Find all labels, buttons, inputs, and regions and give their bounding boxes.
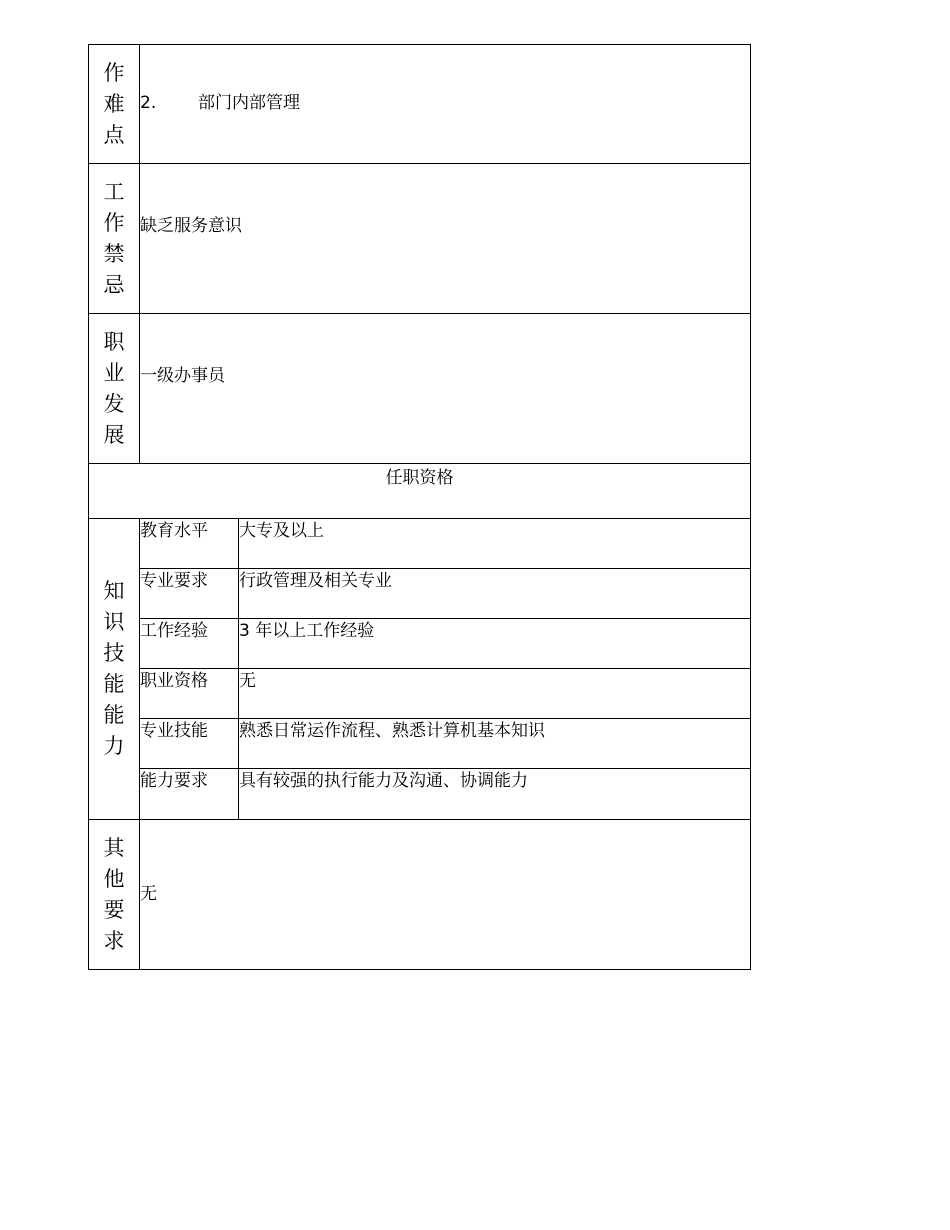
knowledge-item-name: 能力要求 [140, 769, 239, 820]
taboo-text: 缺乏服务意识 [140, 216, 242, 236]
knowledge-item-name: 工作经验 [140, 619, 239, 669]
other-text: 无 [140, 883, 157, 904]
knowledge-label: 知识技能能力 [103, 579, 125, 758]
knowledge-item-value: 行政管理及相关专业 [239, 569, 751, 619]
knowledge-row [89, 619, 751, 669]
difficulty-content-cell [140, 45, 751, 164]
knowledge-row [89, 769, 751, 820]
taboo-content-cell [140, 164, 751, 314]
career-content-cell [140, 314, 751, 464]
knowledge-item-value: 大专及以上 [239, 519, 751, 569]
job-description-table [88, 44, 750, 970]
knowledge-item-value: 3 年以上工作经验 [239, 619, 751, 669]
knowledge-item-name: 教育水平 [140, 519, 239, 569]
career-label: 职业发展 [103, 329, 125, 447]
other-label: 其他要求 [103, 835, 125, 953]
career-text: 一级办事员 [140, 366, 225, 386]
difficulty-item-text: 部门内部管理 [198, 93, 300, 114]
taboo-row [89, 164, 751, 314]
knowledge-item-value: 无 [239, 669, 751, 719]
knowledge-row [89, 519, 751, 569]
qualification-title-row [89, 464, 751, 519]
knowledge-item-name: 职业资格 [140, 669, 239, 719]
other-row [89, 820, 751, 970]
taboo-label-cell [89, 164, 140, 314]
knowledge-row [89, 719, 751, 769]
other-content-cell [140, 820, 751, 970]
difficulty-label: 作难点 [103, 60, 125, 147]
knowledge-item-value: 具有较强的执行能力及沟通、协调能力 [239, 769, 751, 820]
difficulty-label-cell [89, 45, 140, 164]
other-label-cell [89, 820, 140, 970]
difficulty-row [89, 45, 751, 164]
knowledge-item-name: 专业要求 [140, 569, 239, 619]
qualification-title: 任职资格 [89, 464, 751, 519]
knowledge-item-value: 熟悉日常运作流程、熟悉计算机基本知识 [239, 719, 751, 769]
knowledge-row [89, 669, 751, 719]
knowledge-row [89, 569, 751, 619]
knowledge-label-cell [89, 519, 140, 820]
career-label-cell [89, 314, 140, 464]
difficulty-item-number: 2. [140, 93, 157, 114]
career-row [89, 314, 751, 464]
requirements-table [88, 44, 751, 970]
taboo-label: 工作禁忌 [103, 179, 125, 297]
knowledge-item-name: 专业技能 [140, 719, 239, 769]
